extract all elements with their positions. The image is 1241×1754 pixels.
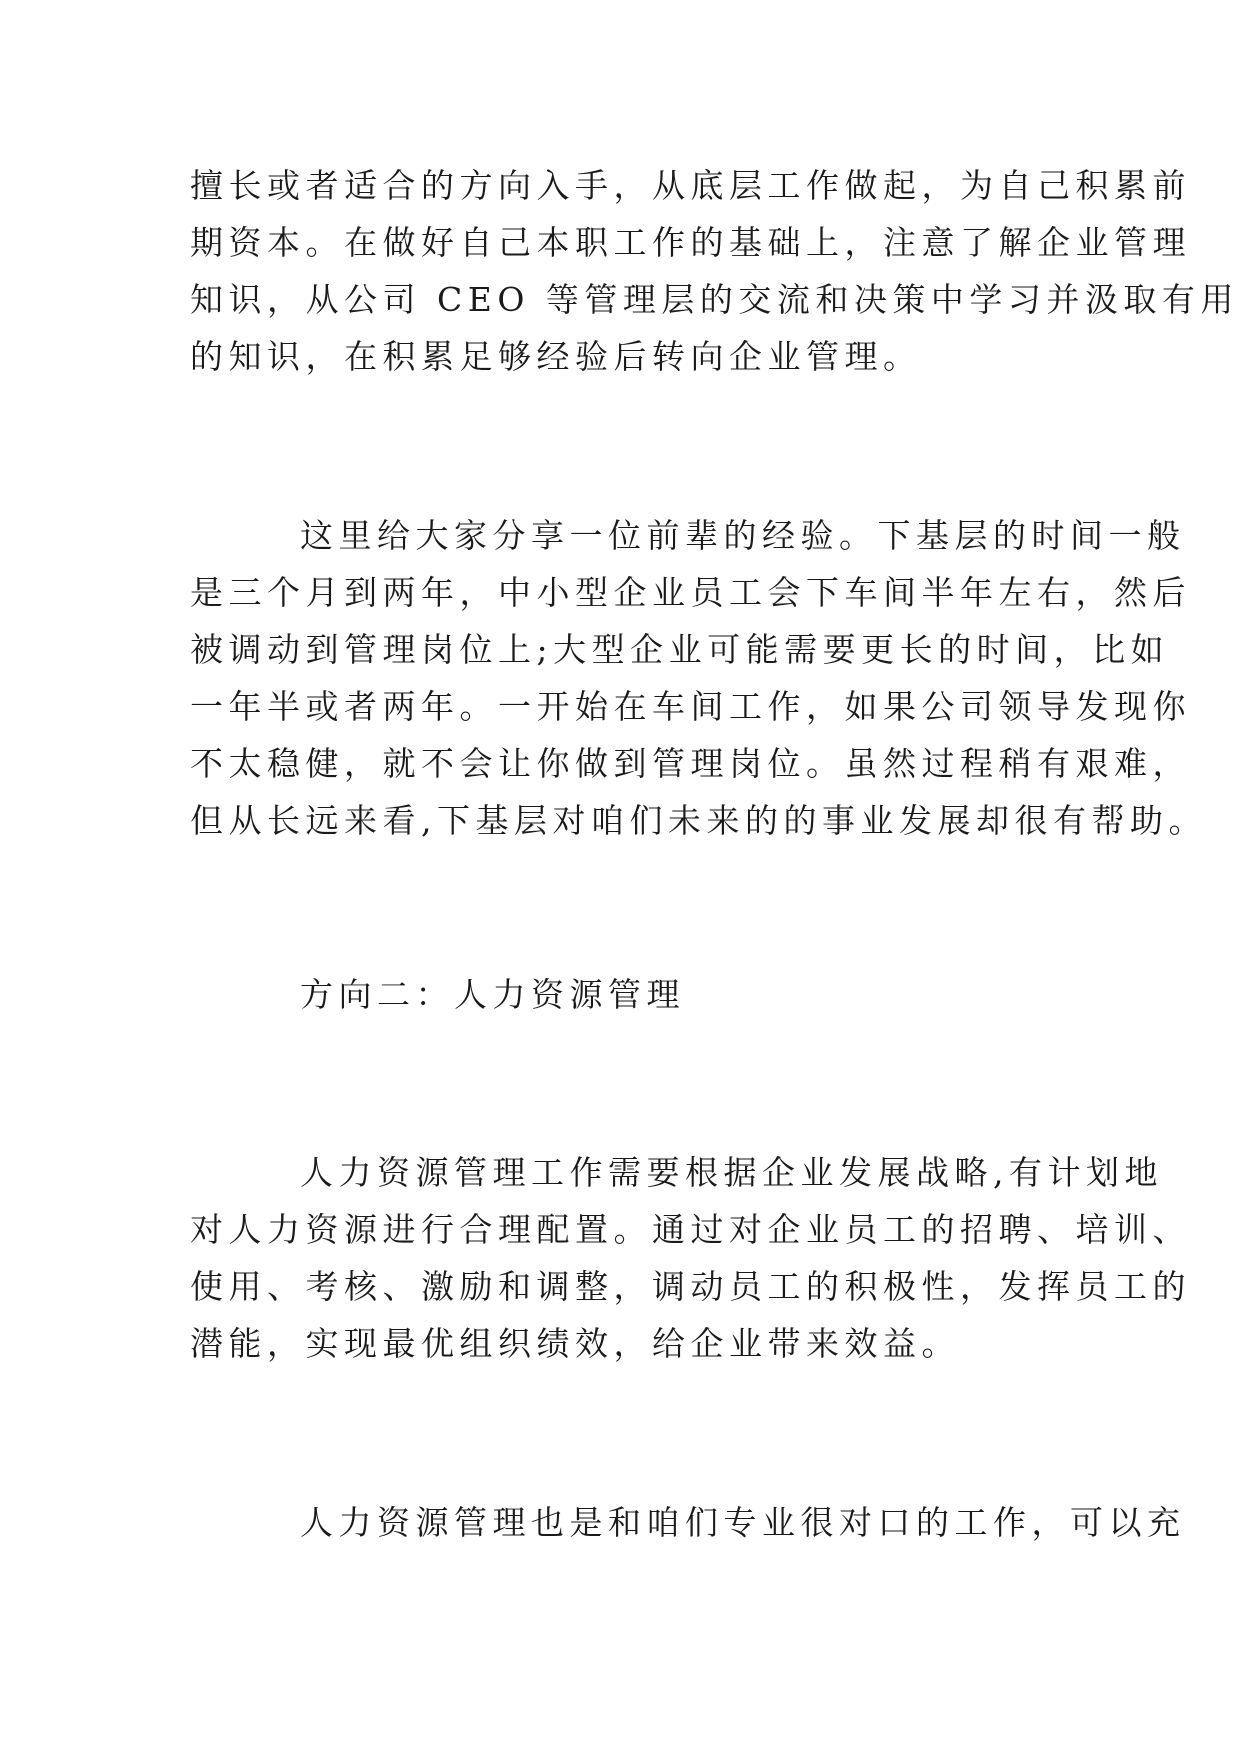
paragraph-1-line-3: 知识，从公司 CEO 等管理层的交流和决策中学习并汲取有用	[190, 280, 1239, 319]
paragraph-2-line-2: 是三个月到两年，中小型企业员工会下车间半年左右，然后	[190, 573, 1191, 612]
paragraph-1-line-2: 期资本。在做好自己本职工作的基础上，注意了解企业管理	[190, 223, 1191, 262]
paragraph-3-line-2: 对人力资源进行合理配置。通过对企业员工的招聘、培训、	[190, 1210, 1191, 1249]
paragraph-2-line-3: 被调动到管理岗位上;大型企业可能需要更长的时间，比如	[190, 630, 1170, 669]
paragraph-1-line-4: 的知识，在积累足够经验后转向企业管理。	[190, 337, 922, 376]
paragraph-2-line-6: 但从长远来看,下基层对咱们未来的的事业发展却很有帮助。	[190, 801, 1207, 840]
paragraph-2-line-1: 这里给大家分享一位前辈的经验。下基层的时间一般	[300, 516, 1186, 555]
paragraph-1-line-1: 擅长或者适合的方向入手，从底层工作做起，为自己积累前	[190, 166, 1191, 205]
paragraph-2-line-5: 不太稳健，就不会让你做到管理岗位。虽然过程稍有艰难，	[190, 744, 1191, 783]
paragraph-3-line-3: 使用、考核、激励和调整，调动员工的积极性，发挥员工的	[190, 1267, 1191, 1306]
paragraph-4-line-1: 人力资源管理也是和咱们专业很对口的工作，可以充	[300, 1503, 1186, 1542]
paragraph-3-line-4: 潜能，实现最优组织绩效，给企业带来效益。	[190, 1324, 960, 1363]
paragraph-2-line-4: 一年半或者两年。一开始在车间工作，如果公司领导发现你	[190, 687, 1191, 726]
paragraph-3-line-1: 人力资源管理工作需要根据企业发展战略,有计划地	[300, 1153, 1163, 1192]
section-heading: 方向二：人力资源管理	[300, 975, 685, 1014]
